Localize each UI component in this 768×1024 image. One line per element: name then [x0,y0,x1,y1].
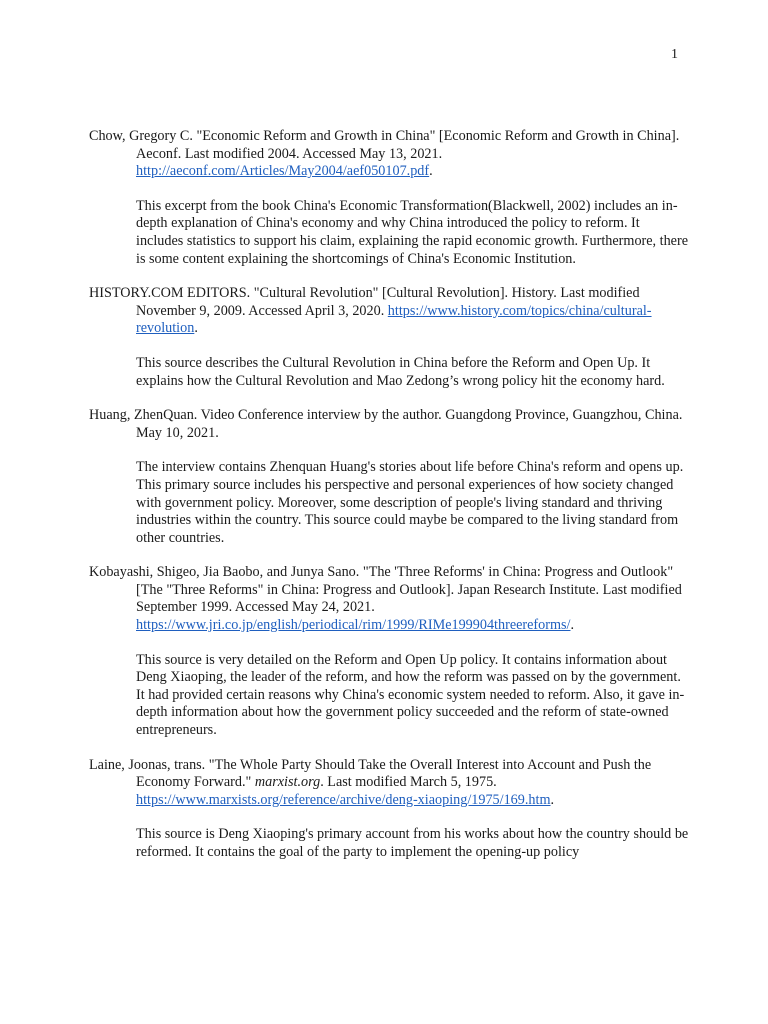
bibliography-entry [89,407,689,547]
citation: Kobayashi, Shigeo, Jia Baobo, and Junya Sano. "The 'Three Reforms' in China: Progress and Outlook" [The "Three Reforms" in China: Progress and Outlook]. Japan Research Institute. Last modified September 1999. Accessed May 24, 2021. https://www.jri.co.jp/english/periodical/rim/1999/RIMe199904threereforms/. [89,564,682,634]
citation-publication: marxist.org [254,774,321,791]
citation-link[interactable]: https://www.marxists.org/reference/archive/deng-xiaoping/1975/169.htm [136,791,551,808]
citation: Huang, ZhenQuan. Video Conference interview by the author. Guangdong Province, Guangzhou, China. May 10, 2021. [89,407,683,441]
citation: HISTORY.COM EDITORS. "Cultural Revolution" [Cultural Revolution]. History. Last modified November 9, 2009. Accessed April 3, 2020. https://www.history.com/topics/china/cultural-revolution. [89,285,652,337]
annotation: This source is very detailed on the Reform and Open Up policy. It contains information about Deng Xiaoping, the leader of the reform, and how the reform was passed on by the government. It had provided certain reasons why China's economic system needed to reform. Also, it gave in-depth information about how the government policy succeeded and the reform of state-owned entrepreneurs. [136,651,685,739]
citation: Chow, Gregory C. "Economic Reform and Growth in China" [Economic Reform and Growth in China]. Aeconf. Last modified 2004. Accessed May 13, 2021. http://aeconf.com/Articles/May2004/aef050107.pdf. [89,128,680,180]
citation-link[interactable]: http://aeconf.com/Articles/May2004/aef050107.pdf [136,163,430,180]
citation-text: HISTORY.COM EDITORS. "Cultural Revolution" [Cultural Revolution]. History. Last modified November 9, 2009. Accessed April 3, 2020. [89,285,640,319]
annotation: This excerpt from the book China's Economic Transformation(Blackwell, 2002) includes an in-depth explanation of China's economy and why China introduced the policy to reform. It includes statistics to support his claim, explaining the rapid economic growth. Furthermore, there is some content explaining the shortcomings of China's Economic Institution. [136,197,689,267]
citation-text: Chow, Gregory C. "Economic Reform and Growth in China" [Economic Reform and Growth in China]. Aeconf. Last modified 2004. Accessed May 13, 2021. [89,128,680,162]
annotation: This source is Deng Xiaoping's primary account from his works about how the country should be reformed. It contains the goal of the party to implement the opening-up policy [136,826,689,860]
bibliography [89,128,689,862]
bibliography-entry [89,128,689,268]
bibliography-entry [89,564,689,739]
citation-text-post: . Last modified March 5, 1975. [320,774,497,791]
annotation: The interview contains Zhenquan Huang's stories about life before China's reform and opens up. This primary source includes his perspective and personal experiences of how society changed with government policy. Moreover, some description of people's living standard and thriving industries within the country. This source could maybe be compared to the living standard from other countries. [136,459,684,546]
citation-link[interactable]: https://www.history.com/topics/china/cultural-revolution [136,302,652,337]
citation-text: Kobayashi, Shigeo, Jia Baobo, and Junya Sano. "The 'Three Reforms' in China: Progress and Outlook" [The "Three Reforms" in China: Progress and Outlook]. Japan Research Institute. Last modified September 1999. Accessed May 24, 2021. [89,564,682,616]
citation: Laine, Joonas, trans. "The Whole Party Should Take the Overall Interest into Account and Push the Economy Forward." marxist.org. Last modified March 5, 1975. https://www.marxists.org/reference/archive/deng-xiaoping/1975/169.htm. [89,756,652,808]
page-number: 1 [671,47,678,62]
annotation: This source describes the Cultural Revolution in China before the Reform and Open Up. It explains how the Cultural Revolution and Mao Zedong’s wrong policy hit the economy hard. [136,354,665,389]
citation-link[interactable]: https://www.jri.co.jp/english/periodical/rim/1999/RIMe199904threereforms/ [136,617,571,634]
bibliography-entry [89,285,689,390]
bibliography-entry [89,757,689,862]
citation-text: Laine, Joonas, trans. "The Whole Party Should Take the Overall Interest into Account and Push the Economy Forward." [89,756,652,791]
